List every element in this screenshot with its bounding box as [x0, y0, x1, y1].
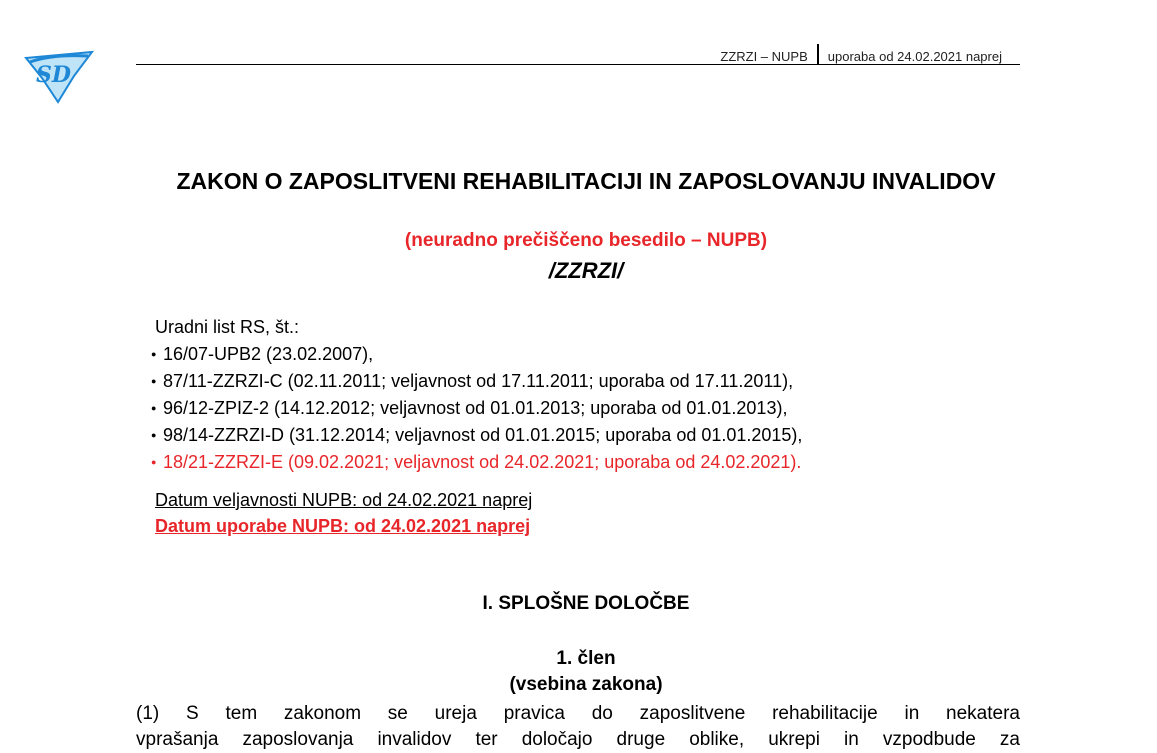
section-heading: I. SPLOŠNE DOLOČBE — [482, 593, 690, 614]
article-number: 1. člen — [556, 648, 616, 669]
dates-block — [155, 487, 532, 539]
header-rule — [136, 64, 1020, 65]
article-paragraph-line: vprašanja zaposlovanja invalidov ter določajo druge oblike, ukrepi in vzpodbude za — [136, 729, 1020, 750]
shield-logo-icon — [22, 48, 96, 104]
header-usage: uporaba od 24.02.2021 naprej — [827, 48, 1002, 64]
validity-date: Datum veljavnosti NUPB: od 24.02.2021 naprej — [155, 490, 533, 510]
header-code: ZZRZI – NUPB — [720, 48, 808, 64]
page-header — [720, 46, 1002, 66]
gazette-list — [155, 314, 802, 476]
gazette-item: ● 98/14-ZZRZI-D (31.12.2014; veljavnost od 01.01.2015; uporaba od 01.01.2015), — [151, 422, 802, 449]
gazette-item: ● 16/07-UPB2 (23.02.2007), — [151, 341, 802, 368]
header-separator — [817, 44, 819, 64]
document-title: ZAKON O ZAPOSLITVENI REHABILITACIJI IN ZAPOSLOVANJU INVALIDOV — [176, 168, 996, 194]
gazette-item-latest: ● 18/21-ZZRZI-E (09.02.2021; veljavnost od 24.02.2021; uporaba od 24.02.2021). — [151, 449, 802, 476]
article-paragraph-line: (1) S tem zakonom se ureja pravica do zaposlitvene rehabilitacije in nekatera — [136, 703, 1020, 724]
gazette-item: ● 96/12-ZPIZ-2 (14.12.2012; veljavnost od 01.01.2013; uporaba od 01.01.2013), — [151, 395, 802, 422]
gazette-label: Uradni list RS, št.: — [155, 317, 300, 337]
usage-date: Datum uporabe NUPB: od 24.02.2021 naprej — [155, 516, 531, 536]
document-subtitle: (neuradno prečiščeno besedilo – NUPB) — [404, 230, 768, 251]
article-title: (vsebina zakona) — [509, 674, 663, 695]
document-abbreviation: /ZZRZI/ — [548, 258, 624, 283]
logo — [22, 48, 96, 104]
logo-letters: SD — [36, 62, 71, 88]
gazette-item: ● 87/11-ZZRZI-C (02.11.2011; veljavnost od 17.11.2011; uporaba od 17.11.2011), — [151, 368, 802, 395]
